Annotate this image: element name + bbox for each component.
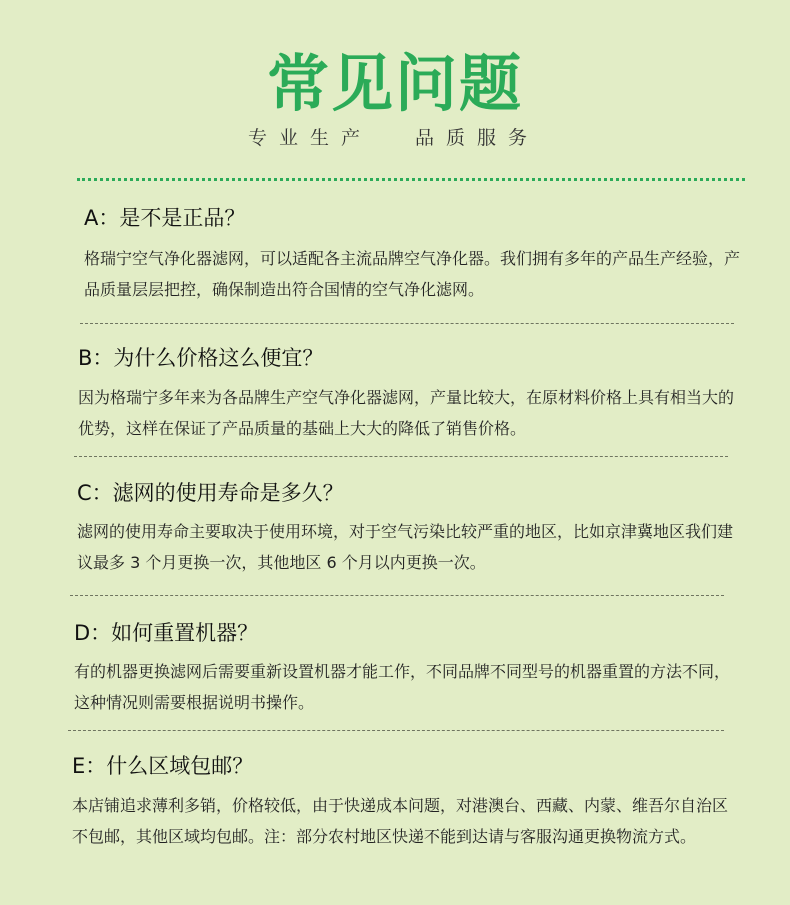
faq-question: D：如何重置机器？ <box>74 621 259 645</box>
subtitle <box>248 124 558 152</box>
faq-question: E：什么区域包邮？ <box>72 754 254 778</box>
faq-answer: 有的机器更换滤网后需要重新设置机器才能工作，不同品牌不同型号的机器重置的方法不同，这种情况则需要根据说明书操作。 <box>74 662 731 712</box>
subtitle-right: 品质服务 <box>415 127 540 149</box>
faq-question: B：为什么价格这么便宜？ <box>78 346 324 370</box>
header-dotted-divider <box>77 178 745 181</box>
faq-answer: 本店铺追求薄利多销，价格较低，由于快递成本问题，对港澳台、西藏、内蒙、维吾尔自治区不包邮，其他区域均包邮。注：部分农村地区快递不能到达请与客服沟通更换物流方式。 <box>72 796 729 846</box>
page-title: 常见问题 <box>266 47 523 120</box>
faq-divider <box>74 456 728 457</box>
faq-divider <box>80 323 734 324</box>
faq-question: A：是不是正品？ <box>84 206 246 230</box>
faq-answer: 因为格瑞宁多年来为各品牌生产空气净化器滤网，产量比较大，在原材料价格上具有相当大的优势，这样在保证了产品质量的基础上大大的降低了销售价格。 <box>78 388 735 438</box>
faq-divider <box>70 595 724 596</box>
faq-question: C：滤网的使用寿命是多久？ <box>77 481 344 505</box>
subtitle-left: 专业生产 <box>248 127 373 149</box>
faq-answer: 格瑞宁空气净化器滤网，可以适配各主流品牌空气净化器。我们拥有多年的产品生产经验，产品质量层层把控，确保制造出符合国情的空气净化滤网。 <box>84 249 741 299</box>
faq-answer: 滤网的使用寿命主要取决于使用环境，对于空气污染比较严重的地区，比如京津冀地区我们建议最多 3 个月更换一次，其他地区 6 个月以内更换一次。 <box>77 522 734 572</box>
faq-divider <box>68 730 724 731</box>
